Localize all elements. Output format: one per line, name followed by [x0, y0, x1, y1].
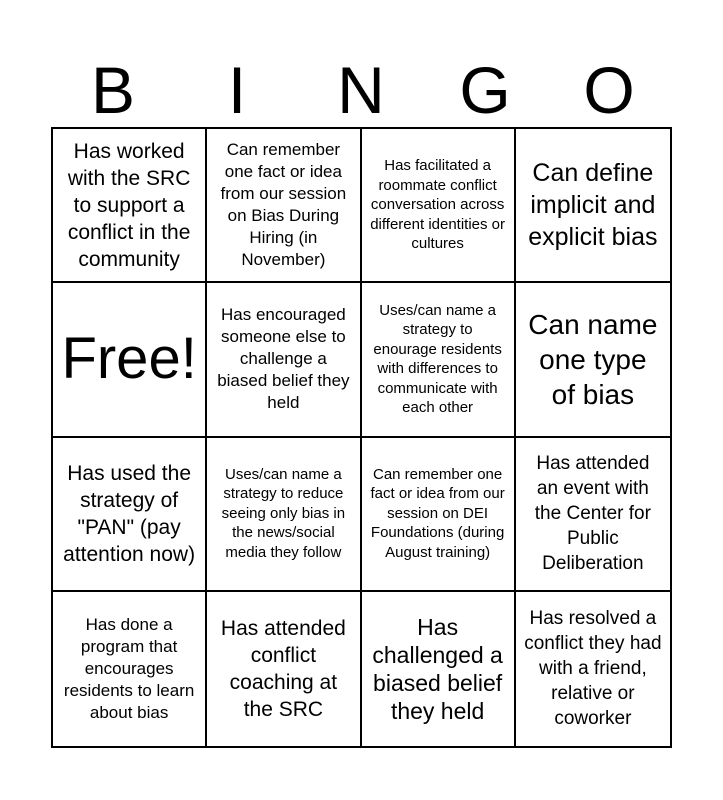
bingo-cell[interactable]	[516, 438, 670, 592]
cell-text: Has resolved a conflict they had with a friend, relative or coworker	[524, 608, 662, 730]
free-space-cell[interactable]	[53, 283, 207, 437]
cell-text: Has facilitated a roommate conflict conversation across different identities or cultures	[370, 157, 506, 253]
bingo-cell[interactable]	[53, 592, 207, 746]
bingo-cell[interactable]	[362, 129, 516, 283]
cell-text: Has done a program that encourages residents to learn about bias	[63, 614, 195, 722]
bingo-cell[interactable]	[362, 438, 516, 592]
bingo-cell[interactable]	[516, 129, 670, 283]
bingo-cell[interactable]	[516, 592, 670, 746]
bingo-cell[interactable]	[362, 283, 516, 437]
header-letter-g: G	[459, 53, 511, 127]
free-space-text: Free!	[61, 326, 197, 392]
cell-text: Can remember one fact or idea from our session on DEI Foundations (during August training)	[370, 465, 505, 561]
bingo-cell[interactable]	[516, 283, 670, 437]
cell-text: Has used the strategy of "PAN" (pay attention now)	[63, 461, 196, 566]
cell-text: Has worked with the SRC to support a conflict in the community	[67, 139, 191, 271]
cell-text: Has attended an event with the Center for Public Deliberation	[534, 453, 651, 575]
header-letter-o: O	[583, 53, 635, 127]
bingo-header	[51, 52, 671, 128]
bingo-cell[interactable]	[207, 129, 361, 283]
header-letter-i: I	[227, 53, 247, 127]
cell-text: Can remember one fact or idea from our session on Bias During Hiring (in November)	[220, 140, 347, 270]
cell-text: Has challenged a biased belief they held	[372, 613, 503, 724]
cell-text: Can name one type of bias	[528, 308, 658, 410]
cell-text: Uses/can name a strategy to enourage residents with differences to communicate with each other	[373, 301, 502, 417]
cell-text: Has encouraged someone else to challenge a biased belief they held	[217, 305, 350, 413]
header-letter-n: N	[337, 53, 385, 127]
header-letter-b: B	[90, 53, 136, 127]
bingo-board	[51, 127, 672, 748]
bingo-cell[interactable]	[207, 283, 361, 437]
cell-text: Has attended conflict coaching at the SRC	[220, 616, 346, 721]
cell-text: Uses/can name a strategy to reduce seeing only bias in the news/social media they follow	[221, 465, 346, 561]
bingo-cell[interactable]	[362, 592, 516, 746]
bingo-cell[interactable]	[53, 438, 207, 592]
cell-text: Can define implicit and explicit bias	[528, 159, 658, 252]
bingo-cell[interactable]	[207, 438, 361, 592]
bingo-cell[interactable]	[207, 592, 361, 746]
bingo-cell[interactable]	[53, 129, 207, 283]
